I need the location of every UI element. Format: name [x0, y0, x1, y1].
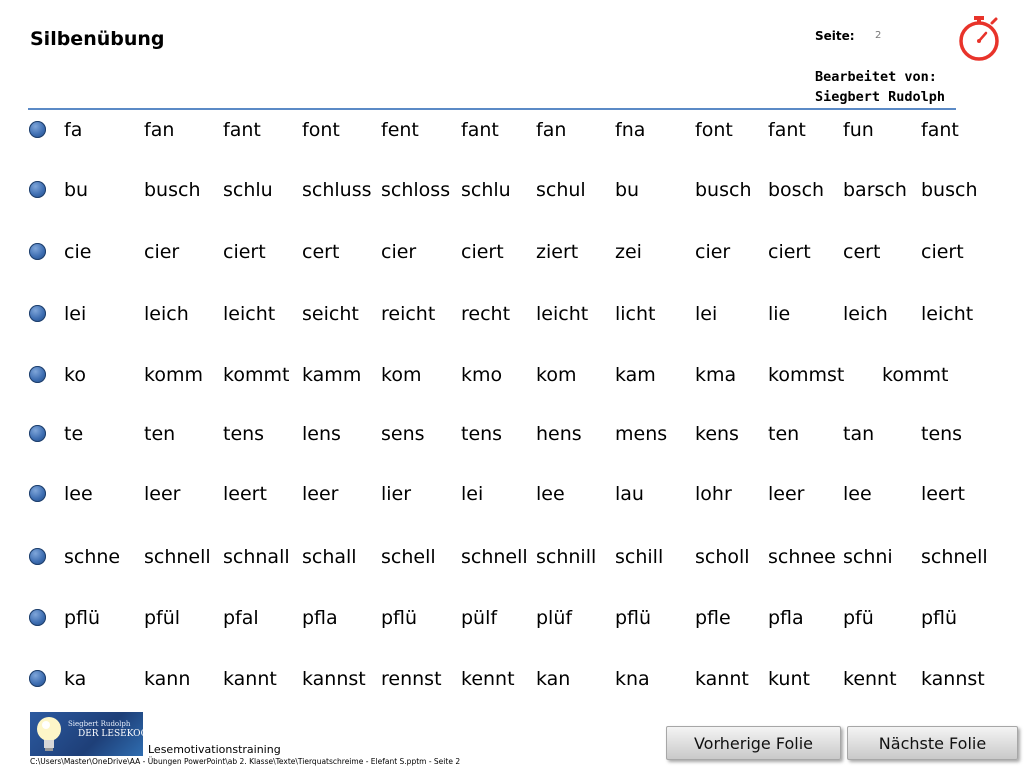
syllable-word: kma: [695, 364, 737, 386]
syllable-word: cier: [144, 241, 180, 263]
syllable-word: pfla: [768, 607, 804, 629]
syllable-row: [0, 479, 1024, 509]
syllable-word: leicht: [921, 303, 974, 325]
edited-by-label: Bearbeitet von:: [815, 69, 937, 85]
syllable-word: fna: [615, 119, 646, 141]
syllable-word: font: [695, 119, 733, 141]
page-number: 2: [875, 30, 882, 41]
bullet-icon[interactable]: [29, 609, 46, 626]
syllable-word: schnee: [768, 546, 836, 568]
syllable-word: schill: [615, 546, 664, 568]
syllable-word: rennst: [381, 668, 442, 690]
syllable-word: bu: [615, 179, 640, 201]
syllable-word: lei: [64, 303, 87, 325]
syllable-word: fant: [461, 119, 499, 141]
lightbulb-icon: [32, 714, 66, 754]
edited-by-name: Siegbert Rudolph: [815, 89, 946, 105]
syllable-word: lau: [615, 483, 644, 505]
syllable-word: kna: [615, 668, 650, 690]
bullet-icon[interactable]: [29, 366, 46, 383]
syllable-word: schlu: [461, 179, 511, 201]
syllable-word: fant: [223, 119, 261, 141]
bullet-icon[interactable]: [29, 121, 46, 138]
logo: [30, 712, 156, 756]
syllable-word: lens: [302, 423, 341, 445]
syllable-word: pflü: [921, 607, 958, 629]
syllable-word: kom: [381, 364, 422, 386]
syllable-word: fent: [381, 119, 419, 141]
syllable-word: scholl: [695, 546, 750, 568]
syllable-word: kann: [144, 668, 191, 690]
syllable-word: sens: [381, 423, 425, 445]
syllable-word: lei: [461, 483, 484, 505]
syllable-word: schnall: [223, 546, 290, 568]
syllable-word: seicht: [302, 303, 359, 325]
syllable-word: schni: [843, 546, 893, 568]
syllable-word: reicht: [381, 303, 436, 325]
syllable-word: leer: [768, 483, 805, 505]
syllable-word: kennt: [843, 668, 897, 690]
syllable-word: kam: [615, 364, 656, 386]
syllable-word: fan: [536, 119, 567, 141]
syllable-word: leert: [921, 483, 965, 505]
syllable-word: leicht: [223, 303, 276, 325]
syllable-row: [0, 664, 1024, 694]
syllable-word: cier: [695, 241, 731, 263]
syllable-word: pflü: [615, 607, 652, 629]
bullet-icon[interactable]: [29, 485, 46, 502]
syllable-word: schell: [381, 546, 436, 568]
syllable-row: [0, 603, 1024, 633]
syllable-word: busch: [921, 179, 978, 201]
syllable-word: schul: [536, 179, 586, 201]
syllable-row: [0, 419, 1024, 449]
syllable-row: [0, 115, 1024, 145]
page-label: Seite:: [815, 29, 855, 43]
syllable-word: pflü: [381, 607, 418, 629]
syllable-word: leert: [223, 483, 267, 505]
syllable-word: cert: [843, 241, 881, 263]
syllable-word: busch: [144, 179, 201, 201]
syllable-word: schluss: [302, 179, 372, 201]
syllable-row: [0, 542, 1024, 572]
syllable-word: ko: [64, 364, 86, 386]
syllable-word: schnell: [144, 546, 211, 568]
syllable-word: kom: [536, 364, 577, 386]
syllable-word: ciert: [223, 241, 266, 263]
syllable-word: schnell: [921, 546, 988, 568]
syllable-word: mens: [615, 423, 668, 445]
syllable-word: cie: [64, 241, 92, 263]
syllable-word: pfle: [695, 607, 731, 629]
syllable-word: kannt: [695, 668, 749, 690]
previous-slide-button[interactable]: Vorherige Folie: [666, 726, 841, 760]
syllable-word: busch: [695, 179, 752, 201]
syllable-word: ka: [64, 668, 87, 690]
bullet-icon[interactable]: [29, 670, 46, 687]
syllable-word: lee: [843, 483, 872, 505]
syllable-word: kommt: [223, 364, 290, 386]
syllable-word: schnell: [461, 546, 528, 568]
bullet-icon[interactable]: [29, 425, 46, 442]
logo-brand: DER LESEKOCH: [78, 729, 156, 739]
next-slide-button[interactable]: Nächste Folie: [847, 726, 1018, 760]
syllable-word: kamm: [302, 364, 362, 386]
syllable-word: schnill: [536, 546, 597, 568]
syllable-word: pfü: [843, 607, 874, 629]
syllable-word: schloss: [381, 179, 451, 201]
syllable-word: leer: [302, 483, 339, 505]
syllable-word: barsch: [843, 179, 907, 201]
syllable-word: kmo: [461, 364, 503, 386]
syllable-word: schne: [64, 546, 121, 568]
syllable-word: recht: [461, 303, 511, 325]
syllable-word: lei: [695, 303, 718, 325]
syllable-word: kannst: [302, 668, 366, 690]
syllable-word: pülf: [461, 607, 498, 629]
syllable-word: fant: [768, 119, 806, 141]
syllable-word: plüf: [536, 607, 573, 629]
syllable-word: fun: [843, 119, 874, 141]
syllable-word: pfal: [223, 607, 259, 629]
syllable-word: kan: [536, 668, 571, 690]
syllable-word: ten: [768, 423, 800, 445]
syllable-word: ciert: [768, 241, 811, 263]
syllable-word: pfla: [302, 607, 338, 629]
syllable-word: font: [302, 119, 340, 141]
syllable-word: cier: [381, 241, 417, 263]
syllable-word: leicht: [536, 303, 589, 325]
syllable-word: schlu: [223, 179, 273, 201]
syllable-word: ten: [144, 423, 176, 445]
syllable-word: lohr: [695, 483, 732, 505]
syllable-row: [0, 237, 1024, 267]
syllable-word: kens: [695, 423, 739, 445]
footer-title: Lesemotivationstraining: [148, 743, 281, 756]
syllable-word: fa: [64, 119, 83, 141]
syllable-word: bu: [64, 179, 89, 201]
syllable-row: [0, 360, 1024, 390]
syllable-word: lie: [768, 303, 791, 325]
syllable-word: fan: [144, 119, 175, 141]
syllable-word: ciert: [921, 241, 964, 263]
syllable-word: tens: [461, 423, 503, 445]
bullet-icon[interactable]: [29, 305, 46, 322]
syllable-word: hens: [536, 423, 582, 445]
syllable-word: ciert: [461, 241, 504, 263]
syllable-word: leich: [144, 303, 189, 325]
syllable-word: pflü: [64, 607, 101, 629]
syllable-word: bosch: [768, 179, 825, 201]
syllable-word: leer: [144, 483, 181, 505]
syllable-word: kannst: [921, 668, 985, 690]
syllable-word: schall: [302, 546, 357, 568]
bullet-icon[interactable]: [29, 181, 46, 198]
syllable-word: lee: [64, 483, 93, 505]
syllable-word: tan: [843, 423, 875, 445]
logo-name: Siegbert Rudolph: [68, 720, 131, 728]
syllable-word: pfül: [144, 607, 181, 629]
syllable-row: [0, 175, 1024, 205]
syllable-word: fant: [921, 119, 959, 141]
syllable-word: tens: [223, 423, 265, 445]
syllable-word: kannt: [223, 668, 277, 690]
syllable-word: te: [64, 423, 84, 445]
syllable-word: lee: [536, 483, 565, 505]
syllable-word: leich: [843, 303, 888, 325]
syllable-word: kommst: [768, 364, 845, 386]
syllable-word: lier: [381, 483, 412, 505]
page-title: Silbenübung: [30, 28, 165, 50]
syllable-word: kennt: [461, 668, 515, 690]
syllable-row: [0, 299, 1024, 329]
syllable-word: zei: [615, 241, 642, 263]
bullet-icon[interactable]: [29, 548, 46, 565]
syllable-word: ziert: [536, 241, 579, 263]
file-path: C:\Users\Master\OneDrive\AA - Übungen PowerPoint\ab 2. Klasse\Texte\Tierquatschreime - Elefant S.pptm - Seite 2: [30, 757, 461, 766]
bullet-icon[interactable]: [29, 243, 46, 260]
syllable-word: tens: [921, 423, 963, 445]
syllable-word: kunt: [768, 668, 810, 690]
syllable-word: cert: [302, 241, 340, 263]
syllable-word: komm: [144, 364, 203, 386]
syllable-word: licht: [615, 303, 656, 325]
syllable-word: kommt: [882, 364, 949, 386]
